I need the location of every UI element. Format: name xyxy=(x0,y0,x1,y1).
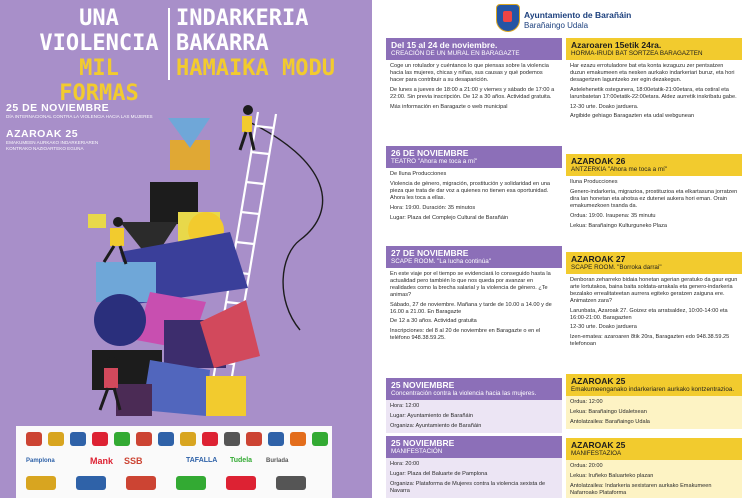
event-header xyxy=(386,378,562,400)
event-title: CREACIÓN DE UN MURAL EN BARAGAZTE xyxy=(391,50,520,57)
event-header xyxy=(566,154,742,176)
event-card-antzerkia xyxy=(566,154,742,250)
logo-icon xyxy=(126,476,156,490)
logo-icon xyxy=(246,432,262,446)
logo-icon xyxy=(202,432,218,446)
event-card-horma-irudi xyxy=(566,38,742,150)
figure-climbing xyxy=(240,105,254,150)
logo-icon xyxy=(268,432,284,446)
logo-icon xyxy=(92,432,108,446)
title-es-line: VIOLENCIA xyxy=(39,31,159,56)
logo-icon xyxy=(176,476,206,490)
title-es-line: MIL FORMAS xyxy=(59,56,139,106)
logo-ssb: SSB xyxy=(124,456,143,466)
poster-date-eu: AZAROAK 25 EMAKUMEEN AURKAKO INDARKERIAREN KONTRAKO NAZIOARTEKO EGUNA xyxy=(6,128,99,151)
event-title: MANIFESTACIÓN xyxy=(391,448,443,455)
event-title: MANIFESTAZIOA xyxy=(571,450,622,457)
poster-illustration xyxy=(0,0,372,430)
event-card-scape-room xyxy=(386,246,562,376)
logo-icon xyxy=(312,432,328,446)
logo-tafalla: TAFALLA xyxy=(186,457,218,464)
coat-of-arms-icon xyxy=(496,4,520,32)
event-body: Har ezazu errotuladore bat eta konta iezaguzu zer pentsatzen duzun emakumeen eta nesken aurkako indarkeriari buruz, eta hori desagertzen laguntzeko zer egin dezakegun. Astelehenetik ostegunera, 18:00etatik-21:00etara, eta ostiral eta larunbatetan 17:00etatik-22:00etara. Aldez aurretik inskribatu gabe. 12-30 urte. Doako jarduera. Argibide gehiago Baragazten eta udal webgunean xyxy=(570,63,737,120)
event-date: AZAROAK 25 xyxy=(571,440,626,450)
logo-pamplona: Pamplona xyxy=(26,458,55,464)
logo-icon xyxy=(48,432,64,446)
event-title: SCAPE ROOM. "Borroka darrai" xyxy=(571,264,662,271)
event-body: De Iluna Producciones Violencia de género, migración, prostitución y solidaridad en una pieza que trata de dar voz a quienes no tienen esa oportunidad. Ahora les toca a ellas. Hora: 19:00. Duración: 35 minutos Lugar: Plaza del Complejo Cultural de Barañáin xyxy=(390,171,551,221)
org-name-eu: Barañaingo Udala xyxy=(524,21,589,30)
title-es-line: UNA xyxy=(79,6,119,31)
event-card-scape-room-eu xyxy=(566,252,742,372)
poster-date-es: 25 DE NOVIEMBRE DÍA INTERNACIONAL CONTRA LA VIOLENCIA HACIA LAS MUJERES xyxy=(6,102,153,119)
event-program xyxy=(378,0,750,498)
event-title: ANTZERKIA "Ahora me toca a mí" xyxy=(571,166,668,173)
logo-icon xyxy=(180,432,196,446)
event-body: En este viaje por el tiempo se evidenciará lo conseguido hasta la actualidad pero también lo que nos queda por avanzar en realidades como la brecha salarial y la violencia de género. ¿Te animas? Sábado, 27 de noviembre. Mañana y tarde de 10.00 a 14.00 y de 16.00 a 21.00. En Baragazte De 12 a 30 años. Actividad gratuita Inscripciones: del 8 al 20 de noviembre en Baragazte o en el teléfono 948.38.59.25. xyxy=(390,271,552,342)
event-card-mural xyxy=(386,38,562,142)
logo-icon xyxy=(114,432,130,446)
event-date: Del 15 al 24 de noviembre. xyxy=(391,40,498,50)
sponsor-logos xyxy=(16,426,332,498)
org-name: Ayuntamiento de Barañáin xyxy=(524,10,632,20)
figure-left-top xyxy=(88,214,126,264)
logo-icon xyxy=(26,432,42,446)
event-header xyxy=(386,436,562,458)
logo-icon xyxy=(70,432,86,446)
logo-icon xyxy=(158,432,174,446)
event-card-manifestazioa xyxy=(566,438,742,498)
event-date: Azaroaren 15etik 24ra. xyxy=(571,40,662,50)
event-date: 25 NOVIEMBRE xyxy=(391,380,455,390)
event-body: Iluna Producciones Genero-indarkeria, migrazioa, prostituzioa eta elkartasuna jorratzen dira lan honetan eta ahotsa ez dutenei aukera hori eman. Orain emakumezkoen txanda da. Ordua: 19:00. Iraupena: 35 minutu Lekua: Barañaingo Kulturguneko Plaza xyxy=(570,179,738,229)
event-card-kontzentrazioa xyxy=(566,374,742,436)
event-body: Ordua: 12:00 Lekua: Barañaingo Udaletxean Antolatzailea: Barañaingo Udala xyxy=(566,396,742,429)
logo-mank: Mank xyxy=(90,456,114,466)
title-eu-line: HAMAIKA MODU xyxy=(176,56,335,81)
event-card-teatro xyxy=(386,146,562,242)
event-title: HORMA-IRUDI BAT SORTZEA BARAGAZTEN xyxy=(571,50,703,57)
event-date: 27 DE NOVIEMBRE xyxy=(391,248,469,258)
logo-icon xyxy=(136,432,152,446)
event-date: AZAROAK 27 xyxy=(571,254,626,264)
event-body: Coge un rotulador y cuéntanos lo que piensas sobre la violencia hacia las mujeres, chicas y niñas, sus causas y qué podemos hacer para contribuir a su desaparición. De lunes a jueves de 18:00 a 21:00 y viernes y sábado de 17:00 a 22:00. Sin previa inscripción. De 12 a 30 años. Actividad gratuita. Más información en Baragazte o web municipal xyxy=(390,63,555,110)
event-body: Hora: 20:00 Lugar: Plaza del Baluarte de Pamplona Organiza: Plataforma de Mujeres contra la violencia sexista de Navarra xyxy=(386,458,562,498)
event-card-manifestacion xyxy=(386,436,562,498)
logo-icon xyxy=(290,432,306,446)
event-header xyxy=(566,438,742,460)
title-eu-line: INDARKERIA xyxy=(176,6,309,31)
event-title: Concentración contra la violencia hacia las mujeres. xyxy=(391,390,537,397)
event-date: AZAROAK 25 xyxy=(571,376,626,386)
logo-burlada: Burlada xyxy=(266,458,289,464)
event-body: Hora: 12:00 Lugar: Ayuntamiento de Barañáin Organiza: Ayuntamiento de Barañáin xyxy=(386,400,562,433)
logo-tudela: Tudela xyxy=(230,457,253,464)
event-body: Denboran zeharreko bidaia honetan agerian geratuko da gaur egun arte lortutakoa, baina baita soldata-arrakala eta genero-indarkeria bezalako errealitateetan aurrera egiteko geratzen zaiguna ere. Animatzen zara? Larunbata, Azaroak 27. Goizez eta arratsaldez, 10:00-14:00 eta 16:00-21:00. Baragazten 12-30 urte. Doako jarduera Izen-ematea: azaroaren 8tik 20ra, Baragazten edo 948.38.59.25 telefonoan xyxy=(570,277,738,348)
logo-icon xyxy=(224,432,240,446)
logo-icon xyxy=(276,476,306,490)
event-header xyxy=(386,38,562,60)
title-eu-line: BAKARRA xyxy=(176,31,269,56)
campaign-poster xyxy=(0,0,372,498)
event-title: Emakumeenganako indarkeriaren aurkako kontzentrazioa. xyxy=(571,386,735,393)
event-title: TEATRO "Ahora me toca a mí" xyxy=(391,158,478,165)
event-header xyxy=(386,246,562,268)
event-title: SCAPE ROOM. "La lucha continúa" xyxy=(391,258,492,265)
event-header xyxy=(566,374,742,396)
event-header xyxy=(566,38,742,60)
event-date: 25 NOVIEMBRE xyxy=(391,438,455,448)
logo-icon xyxy=(26,476,56,490)
event-card-concentracion xyxy=(386,378,562,434)
logo-icon xyxy=(226,476,256,490)
event-date: AZAROAK 26 xyxy=(571,156,626,166)
event-body: Ordua: 20:00 Lekua: Iruñeko Baluarteko plazan Antolatzailea: Indarkeria sexistaren aurkako Emakumeen Nafarroako Plataforma xyxy=(566,460,742,498)
event-date: 26 DE NOVIEMBRE xyxy=(391,148,469,158)
event-header xyxy=(566,252,742,274)
logo-icon xyxy=(76,476,106,490)
event-header xyxy=(386,146,562,168)
